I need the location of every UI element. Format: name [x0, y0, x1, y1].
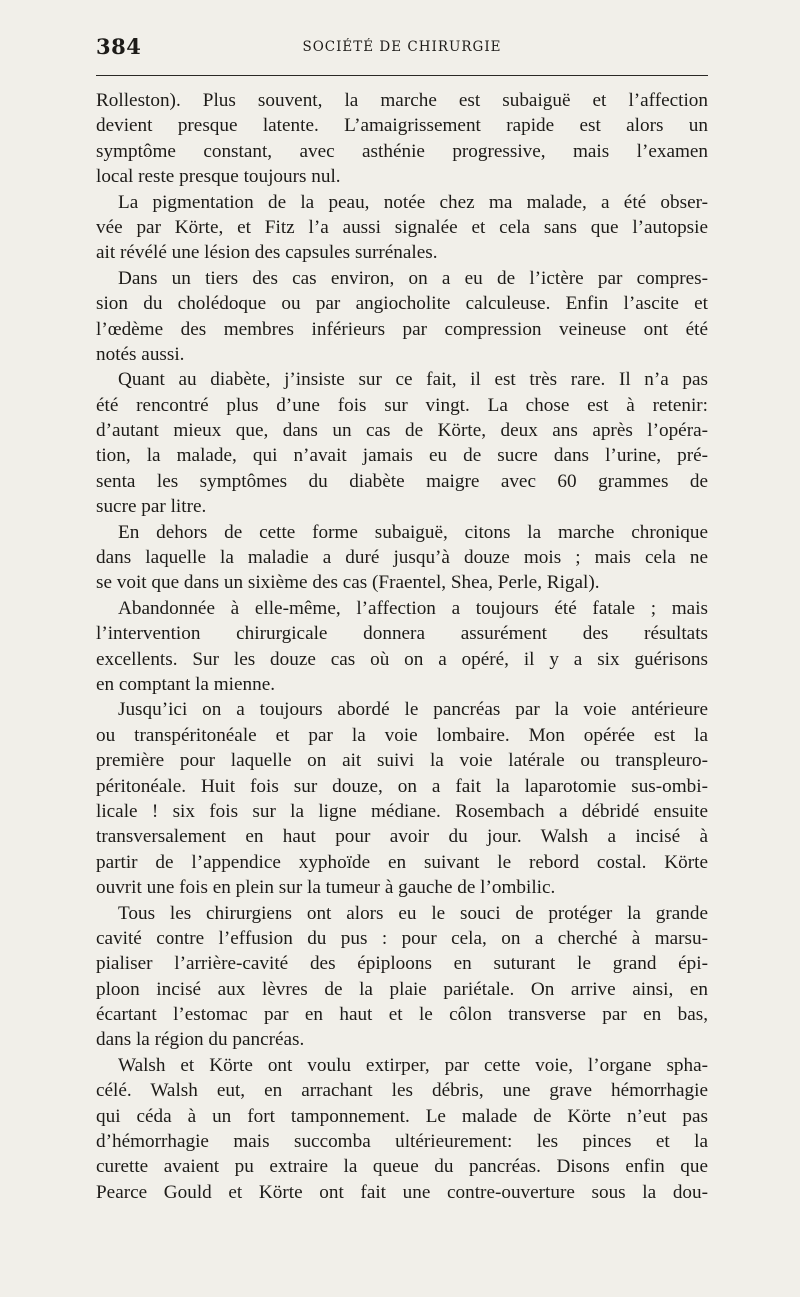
page-number: 384 [96, 34, 142, 59]
text-line: Rolleston). Plus souvent, la marche est subaiguë et l’affection [96, 90, 708, 111]
text-line: ploon incisé aux lèvres de la plaie pariétale. On arrive ainsi, en [96, 978, 708, 1000]
page-header [96, 34, 708, 58]
text-line: Quant au diabète, j’insiste sur ce fait, il est très rare. Il n’a pas [118, 369, 708, 391]
text-line: d’autant mieux que, dans un cas de Körte, deux ans après l’opéra- [96, 420, 708, 442]
text-line: Pearce Gould et Körte ont fait une contre-ouverture sous la dou- [96, 1181, 708, 1203]
paragraph [96, 596, 708, 698]
text-line: ouvrit une fois en plein sur la tumeur à gauche de l’ombilic. [96, 877, 556, 899]
text-line: partir de l’appendice xyphoïde en suivant le rebord costal. Körte [96, 851, 708, 873]
text-line: se voit que dans un sixième des cas (Fraentel, Shea, Perle, Rigal). [96, 572, 600, 594]
text-line: Jusqu’ici on a toujours abordé le pancréas par la voie antérieure [118, 699, 708, 721]
text-line: l’intervention chirurgicale donnera assurément des résultats [96, 623, 708, 645]
text-line: senta les symptômes du diabète maigre avec 60 grammes de [96, 470, 708, 492]
text-line: dans laquelle la maladie a duré jusqu’à douze mois ; mais cela ne [96, 547, 708, 569]
body-text [96, 88, 708, 1205]
text-line: sion du cholédoque ou par angiocholite calculeuse. Enfin l’ascite et [96, 293, 708, 315]
paragraph [96, 697, 708, 900]
text-line: Dans un tiers des cas environ, on a eu de l’ictère par compres- [118, 267, 708, 289]
text-line: l’œdème des membres inférieurs par compression veineuse ont été [96, 318, 708, 340]
paragraph [96, 367, 708, 519]
text-line: tion, la malade, qui n’avait jamais eu de sucre dans l’urine, pré- [96, 445, 708, 467]
text-line: été rencontré plus d’une fois sur vingt. La chose est à retenir: [96, 394, 708, 416]
text-line: curette avaient pu extraire la queue du pancréas. Disons enfin que [96, 1156, 708, 1178]
text-line: cavité contre l’effusion du pus : pour cela, on a cherché à marsu- [96, 927, 708, 949]
text-line: en comptant la mienne. [96, 673, 276, 695]
text-line: notés aussi. [96, 343, 185, 365]
text-line: pialiser l’arrière-cavité des épiploons en suturant le grand épi- [96, 953, 708, 975]
text-line: excellents. Sur les douze cas où on a opéré, il y a six guérisons [96, 648, 708, 670]
text-line: local reste presque toujours nul. [96, 166, 341, 188]
text-line: dans la région du pancréas. [96, 1029, 305, 1051]
paragraph [96, 266, 708, 368]
paragraph [96, 190, 708, 266]
paragraph [96, 520, 708, 596]
text-line: célé. Walsh eut, en arrachant les débris, une grave hémorrhagie [96, 1080, 708, 1102]
text-line: Abandonnée à elle-même, l’affection a toujours été fatale ; mais [118, 597, 708, 619]
text-line: première pour laquelle on ait suivi la voie latérale ou transpleuro- [96, 750, 708, 772]
text-line: symptôme constant, avec asthénie progressive, mais l’examen [96, 140, 708, 162]
text-line: vée par Körte, et Fitz l’a aussi signalée et cela sans que l’autopsie [96, 216, 708, 238]
text-line: licale ! six fois sur la ligne médiane. Rosembach a débridé ensuite [96, 800, 708, 822]
text-line: écartant l’estomac par en haut et le côlon transverse par en bas, [96, 1004, 708, 1026]
text-line: sucre par litre. [96, 496, 207, 518]
header-rule [96, 75, 708, 76]
text-line: qui céda à un fort tamponnement. Le malade de Körte n’eut pas [96, 1105, 708, 1127]
paragraph [96, 901, 708, 1053]
text-line: transversalement en haut pour avoir du jour. Walsh a incisé à [96, 826, 708, 848]
paragraph [96, 88, 708, 190]
text-line: d’hémorrhagie mais succomba ultérieurement: les pinces et la [96, 1131, 708, 1153]
text-line: Walsh et Körte ont voulu extirper, par cette voie, l’organe spha- [118, 1054, 708, 1076]
text-line: ait révélé une lésion des capsules surrénales. [96, 242, 438, 264]
running-title: SOCIÉTÉ DE CHIRURGIE [302, 39, 502, 55]
text-line: péritonéale. Huit fois sur douze, on a fait la laparotomie sus-ombi- [96, 775, 708, 797]
text-line: Tous les chirurgiens ont alors eu le souci de protéger la grande [118, 902, 708, 924]
text-line: ou transpéritonéale et par la voie lombaire. Mon opérée est la [96, 724, 708, 746]
text-line: La pigmentation de la peau, notée chez ma malade, a été obser- [118, 191, 708, 213]
text-line: devient presque latente. L’amaigrissement rapide est alors un [96, 115, 708, 137]
paragraph [96, 1053, 708, 1205]
text-line: En dehors de cette forme subaiguë, citons la marche chronique [118, 521, 708, 543]
